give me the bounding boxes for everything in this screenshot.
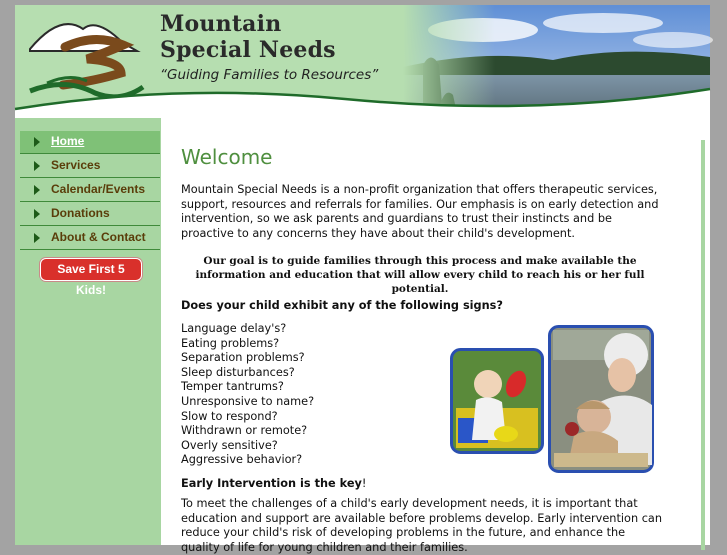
page-title: Welcome <box>181 145 273 169</box>
arrow-right-icon <box>34 137 40 147</box>
content-border <box>701 140 705 550</box>
arrow-right-icon <box>34 209 40 219</box>
nav-item-calendar[interactable] <box>20 179 160 202</box>
header <box>15 5 710 118</box>
signs-list <box>181 322 314 468</box>
list-item: Unresponsive to name? <box>181 394 315 408</box>
brand-name-line1: Mountain <box>160 11 282 37</box>
early-intervention-heading <box>181 477 366 490</box>
nav-services-label[interactable]: Services <box>51 158 101 172</box>
page <box>15 5 710 554</box>
nav-item-about-contact[interactable] <box>20 227 160 250</box>
list-item: Language delay's? <box>181 322 287 335</box>
header-wave <box>15 85 710 118</box>
goal-statement: Our goal is to guide families through this process and make available the information and education that will allow every child to reach his or her full potential. <box>195 255 645 295</box>
nav-item-services[interactable] <box>20 155 160 178</box>
closing-paragraph: To meet the challenges of a child's early development needs, it is important that education and support are available before problems develop. Early intervention can reduce your child's risk of developing problems in the future, and enhance the quality of life for young children and their families. <box>181 497 662 554</box>
arrow-right-icon <box>34 161 40 171</box>
list-item: Aggressive behavior? <box>181 453 303 467</box>
list-item: Separation problems? <box>181 351 305 365</box>
save-first-5-kids-button[interactable]: Save First 5 Kids! <box>40 258 142 281</box>
list-item: Slow to respond? <box>181 409 278 423</box>
list-item: Withdrawn or remote? <box>181 424 308 438</box>
arrow-right-icon <box>34 233 40 243</box>
signs-question: Does your child exhibit any of the following signs? <box>181 299 503 312</box>
child-photo <box>450 348 544 454</box>
intro-paragraph: Mountain Special Needs is a non-profit organization that offers therapeutic services, support, resources and referrals for families. Our emphasis is on early detection and intervention, so we ask parents and guardians to trust their instincts and be proactive to any concerns they have about their child's development. <box>181 183 659 240</box>
nav-home-label[interactable]: Home <box>51 134 85 148</box>
sidebar <box>15 118 161 545</box>
list-item: Sleep disturbances? <box>181 365 295 379</box>
list-item: Eating problems? <box>181 336 280 350</box>
nav-item-donations[interactable] <box>20 203 160 226</box>
list-item: Overly sensitive? <box>181 438 278 452</box>
nav-item-home[interactable] <box>20 131 160 154</box>
early-intervention-bold: Early Intervention is the key <box>181 477 362 490</box>
tagline: “Guiding Families to Resources” <box>160 67 379 83</box>
early-intervention-exclaim: ! <box>361 477 367 490</box>
brand-name-line2: Special Needs <box>160 37 336 63</box>
grandmother-child-photo <box>548 325 654 473</box>
arrow-right-icon <box>34 185 40 195</box>
nav-donations-label[interactable]: Donations <box>51 206 110 220</box>
nav-about-label[interactable]: About & Contact <box>51 230 146 244</box>
nav-calendar-label[interactable]: Calendar/Events <box>51 182 146 196</box>
list-item: Temper tantrums? <box>181 380 284 394</box>
